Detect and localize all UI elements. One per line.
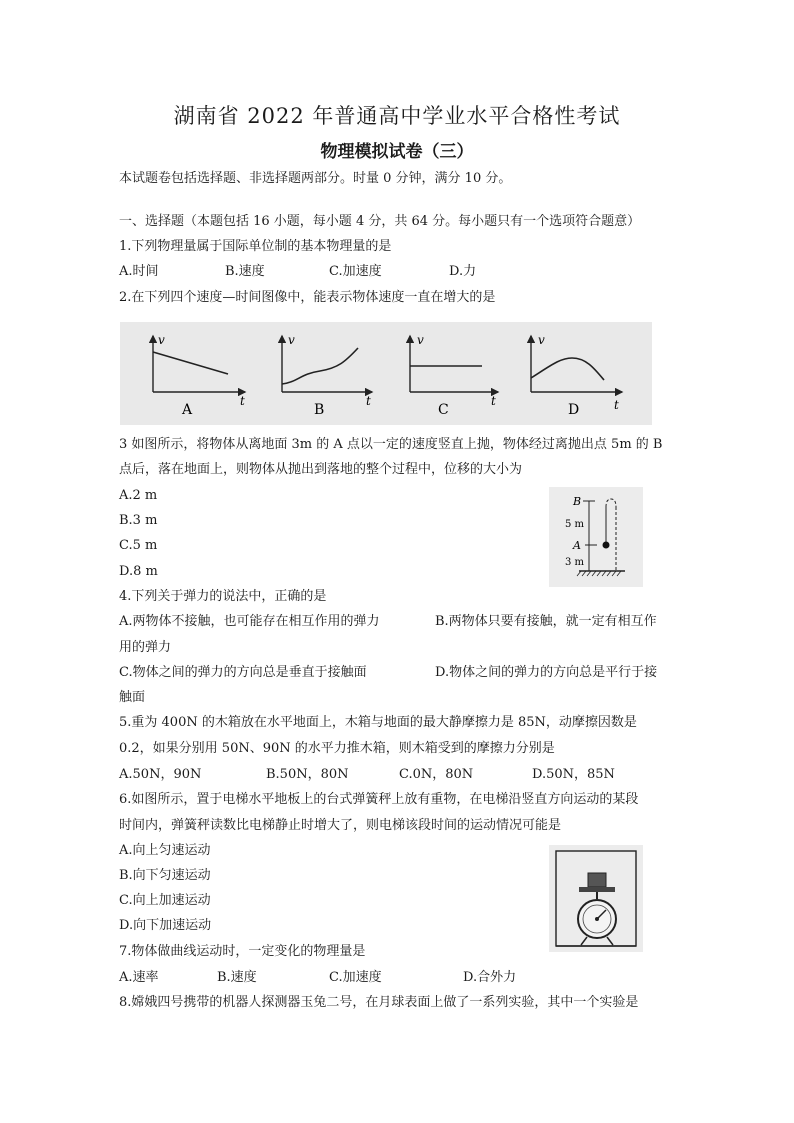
graph-c-label: C bbox=[438, 402, 449, 418]
q1-option-b: B.速度 bbox=[225, 264, 265, 279]
graph-a-label: A bbox=[182, 402, 193, 418]
question-6-stem-line1: 6.如图所示，置于电梯水平地板上的台式弹簧秤上放有重物，在电梯沿竖直方向运动的某段 bbox=[119, 792, 639, 807]
q1-option-c: C.加速度 bbox=[329, 264, 382, 279]
q4-option-b-line1: B.两物体只要有接触，就一定有相互作 bbox=[435, 614, 657, 629]
q5-option-d: D.50N，85N bbox=[532, 767, 615, 782]
q3-option-b: B.3 m bbox=[119, 513, 158, 528]
graph-d-curve bbox=[531, 358, 604, 380]
question-5-stem-line1: 5.重为 400N 的木箱放在水平地面上，木箱与地面的最大静摩擦力是 85N，动摩擦因数是 bbox=[119, 715, 637, 730]
lower-distance-label: 3 m bbox=[565, 557, 585, 568]
graph-a-curve bbox=[153, 352, 228, 374]
graph-a bbox=[153, 333, 245, 418]
point-a-label: A bbox=[573, 539, 581, 552]
question-1-stem: 1.下列物理量属于国际单位制的基本物理量的是 bbox=[119, 239, 392, 254]
q6-option-b: B.向下匀速运动 bbox=[119, 868, 211, 883]
q5-option-b: B.50N，80N bbox=[266, 767, 349, 782]
ball-icon bbox=[603, 542, 610, 549]
question-3-stem-line2: 点后，落在地面上，则物体从抛出到落地的整个过程中，位移的大小为 bbox=[119, 462, 523, 477]
q4-option-d-line2: 触面 bbox=[119, 690, 146, 705]
q5-option-a: A.50N，90N bbox=[119, 767, 202, 782]
exam-intro: 本试题卷包括选择题、非选择题两部分。时量 0 分钟，满分 10 分。 bbox=[119, 171, 512, 186]
q6-scale-figure bbox=[549, 845, 643, 952]
scale-pan bbox=[579, 887, 615, 892]
graph-c bbox=[410, 333, 498, 418]
q4-option-d-line1: D.物体之间的弹力的方向总是平行于接 bbox=[435, 665, 658, 680]
graph-b bbox=[282, 333, 372, 418]
q1-option-d: D.力 bbox=[449, 264, 477, 279]
q1-option-a: A.时间 bbox=[119, 264, 159, 279]
question-8-stem: 8.嫦娥四号携带的机器人探测器玉兔二号，在月球表面上做了一系列实验，其中一个实验是 bbox=[119, 995, 639, 1010]
question-3-stem-line1: 3 如图所示，将物体从离地面 3m 的 A 点以一定的速度竖直上抛，物体经过离抛出点 5m 的 B bbox=[119, 437, 663, 452]
graph-d-v-label: v bbox=[538, 333, 545, 347]
q6-option-a: A.向上匀速运动 bbox=[119, 843, 211, 858]
point-b-label: B bbox=[573, 495, 582, 508]
graph-a-t-label: t bbox=[240, 394, 245, 408]
q3-option-a: A.2 m bbox=[119, 488, 158, 503]
vt-graphs-svg bbox=[120, 322, 652, 425]
graph-d-label: D bbox=[568, 402, 580, 418]
q4-option-c: C.物体之间的弹力的方向总是垂直于接触面 bbox=[119, 665, 367, 680]
scale-svg bbox=[549, 845, 643, 952]
q7-option-d: D.合外力 bbox=[463, 970, 517, 985]
q7-option-c: C.加速度 bbox=[329, 970, 382, 985]
exam-subtitle: 物理模拟试卷（三） bbox=[320, 142, 474, 162]
q7-option-a: A.速率 bbox=[119, 970, 159, 985]
graph-c-v-label: v bbox=[417, 333, 424, 347]
question-5-stem-line2: 0.2，如果分别用 50N、90N 的水平力推木箱，则木箱受到的摩擦力分别是 bbox=[119, 741, 555, 756]
question-7-stem: 7.物体做曲线运动时，一定变化的物理量是 bbox=[119, 944, 366, 959]
q6-option-d: D.向下加速运动 bbox=[119, 918, 212, 933]
projectile-svg bbox=[549, 487, 643, 587]
upper-distance-label: 5 m bbox=[565, 519, 585, 530]
section-heading: 一、选择题（本题包括 16 小题，每小题 4 分，共 64 分。每小题只有一个选项符合题意） bbox=[119, 214, 641, 229]
q4-option-a: A.两物体不接触，也可能存在相互作用的弹力 bbox=[119, 614, 380, 629]
graph-d-t-label: t bbox=[614, 398, 619, 412]
q2-vt-graphs-figure bbox=[120, 322, 652, 425]
q3-projectile-figure bbox=[549, 487, 643, 587]
graph-b-label: B bbox=[314, 402, 325, 418]
graph-b-curve bbox=[282, 348, 358, 384]
graph-b-t-label: t bbox=[366, 394, 371, 408]
q3-option-c: C.5 m bbox=[119, 538, 158, 553]
q5-option-c: C.0N，80N bbox=[399, 767, 474, 782]
weight-block-icon bbox=[588, 873, 606, 887]
question-4-stem: 4.下列关于弹力的说法中，正确的是 bbox=[119, 589, 327, 604]
q7-option-b: B.速度 bbox=[217, 970, 257, 985]
exam-title: 湖南省 2022 年普通高中学业水平合格性考试 bbox=[173, 104, 621, 128]
q4-option-b-line2: 用的弹力 bbox=[119, 640, 172, 655]
q6-option-c: C.向上加速运动 bbox=[119, 893, 211, 908]
question-2-stem: 2.在下列四个速度—时间图像中，能表示物体速度一直在增大的是 bbox=[119, 290, 496, 305]
question-6-stem-line2: 时间内，弹簧秤读数比电梯静止时增大了，则电梯该段时间的运动情况可能是 bbox=[119, 818, 562, 833]
graph-b-v-label: v bbox=[288, 333, 295, 347]
graph-d bbox=[531, 333, 622, 418]
graph-c-t-label: t bbox=[491, 394, 496, 408]
graph-a-v-label: v bbox=[158, 333, 165, 347]
q3-option-d: D.8 m bbox=[119, 564, 158, 579]
